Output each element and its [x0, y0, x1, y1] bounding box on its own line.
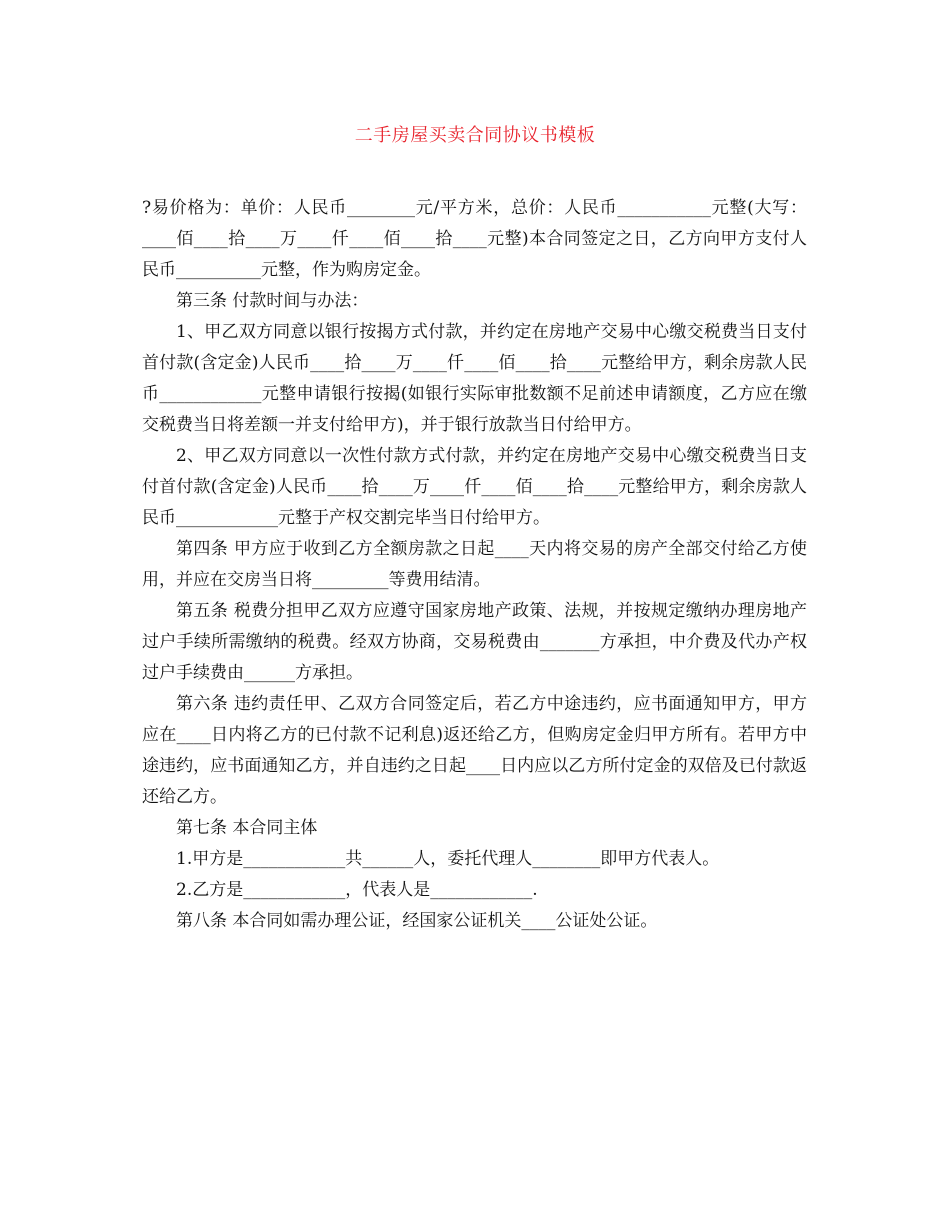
paragraph-lump-sum-payment: 2、甲乙双方同意以一次性付款方式付款，并约定在房地产交易中心缴交税费当日支付首付款(含定金)人民币____拾____万____仟____佰____拾____元整给甲方，剩余房款人民币____________元整于产权交割完毕当日付给甲方。 [142, 446, 807, 528]
paragraph-article-8: 第八条 本合同如需办理公证，经国家公证机关____公证处公证。 [176, 911, 658, 931]
paragraph-article-6: 第六条 违约责任甲、乙双方合同签定后，若乙方中途违约，应书面通知甲方，甲方应在____日内将乙方的已付款不记利息)返还给乙方，但购房定金归甲方所有。若甲方中途违约，应书面通知乙方，并自违约之日起____日内应以乙方所付定金的双倍及已付款返还给乙方。 [142, 694, 807, 807]
paragraph-article-7-heading: 第七条 本合同主体 [176, 818, 318, 838]
paragraph-party-b: 2.乙方是____________，代表人是____________. [176, 880, 538, 900]
paragraph-party-a: 1.甲方是____________共______人，委托代理人________即甲方代表人。 [176, 849, 720, 869]
paragraph-price: ?易价格为：单价：人民币________元/平方米，总价：人民币___________元整(大写：____佰____拾____万____仟____佰____拾____元整)本合同签定之日，乙方向甲方支付人民币__________元整，作为购房定金。 [142, 198, 807, 280]
paragraph-mortgage-payment: 1、甲乙双方同意以银行按揭方式付款，并约定在房地产交易中心缴交税费当日支付首付款(含定金)人民币____拾____万____仟____佰____拾____元整给甲方，剩余房款人民币____________元整申请银行按揭(如银行实际审批数额不足前述申请额度，乙方应在缴交税费当日将差额一并支付给甲方)，并于银行放款当日付给甲方。 [142, 322, 807, 435]
paragraph-article-3-heading: 第三条 付款时间与办法： [176, 291, 369, 311]
document-body [142, 193, 807, 937]
paragraph-article-5: 第五条 税费分担甲乙双方应遵守国家房地产政策、法规，并按规定缴纳办理房地产过户手续所需缴纳的税费。经双方协商，交易税费由_______方承担，中介费及代办产权过户手续费由______方承担。 [142, 601, 807, 683]
paragraph-article-4: 第四条 甲方应于收到乙方全额房款之日起____天内将交易的房产全部交付给乙方使用，并应在交房当日将_________等费用结清。 [142, 539, 807, 590]
document-title: 二手房屋买卖合同协议书模板 [354, 125, 596, 146]
